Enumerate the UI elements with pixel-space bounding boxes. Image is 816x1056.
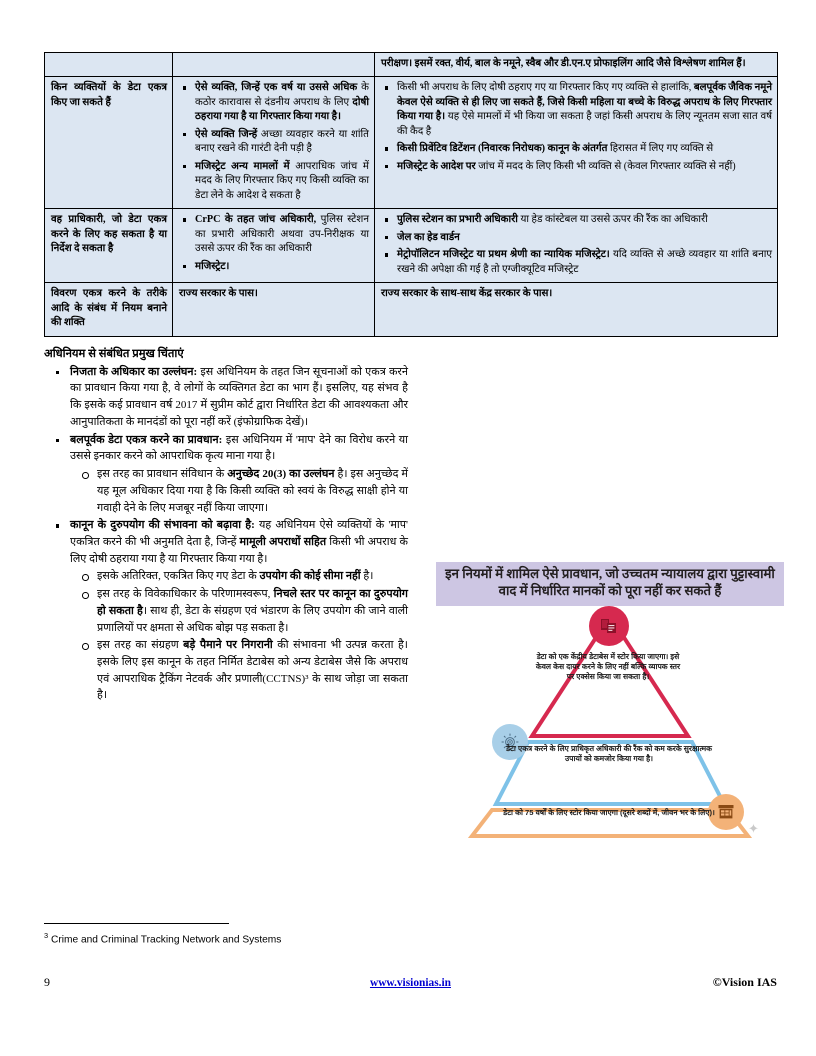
table-row <box>45 77 778 209</box>
bullet-list <box>179 213 369 274</box>
infographic-header: इन नियमों में शामिल ऐसे प्रावधान, जो उच्चतम न्यायालय द्वारा पुट्टास्वामी वाद में निर्धारित मानकों को पूरा नहीं कर सकते हैं <box>436 562 784 606</box>
page-footer <box>44 975 777 990</box>
bullet-body-text: यह अधिनियम ऐसे व्यक्तियों के 'माप' एकत्रित करने की भी अनुमति देता है, जिन्हें <box>70 519 408 548</box>
sub-text-pre: इस तरह का संग्रहण <box>97 639 184 652</box>
bullet-body-tail: किसी भी अपराध के लिए दोषी ठहराया गया है या गिरफ्तार किया गया है। <box>70 535 408 565</box>
table-cell-r1c2 <box>173 77 375 209</box>
list-item: किसी प्रिवेंटिव डिटेंशन (निवारक निरोधक) कानून के अंतर्गत हिरासत में लिए गए व्यक्ति से <box>395 142 772 156</box>
sub-text-post: है। इस अनुच्छेद में यह मूल अधिकार दिया गया है कि किसी व्यक्ति को स्वयं के विरुद्ध साक्षी होने या गवाही देने के लिए मजबूर नहीं किया जाएगा। <box>97 468 408 514</box>
list-item: ऐसे व्यक्ति, जिन्हें एक वर्ष या उससे अधिक के कठोर कारावास से दंडनीय अपराध के लिए दोषी ठहराया गया है या गिरफ्तार किया गया है। <box>193 81 369 124</box>
bullet-lead-label: निजता के अधिकार का उल्लंघन: <box>70 365 198 378</box>
sub-text-pre: इस तरह के विवेकाधिकार के परिणामस्वरूप, <box>97 588 274 601</box>
pyramid-label-top: डेटा को एक केंद्रीय डेटाबेस में स्टोर किया जाएगा। इसे केवल केस दायर करने के लिए नहीं बल्कि व्यापक स्तर पर एक्सेस किया जा सकता है। <box>535 651 681 682</box>
section-heading: अधिनियम से संबंधित प्रमुख चिंताएं <box>44 347 184 360</box>
footnote-text: Crime and Criminal Tracking Network and Systems <box>50 934 282 946</box>
footnote-marker: 3 <box>44 931 49 940</box>
sub-list <box>70 466 776 516</box>
bullet-lead-label: कानून के दुरुपयोग की संभावना को बढ़ावा है: <box>70 519 255 532</box>
table-cell-r2c2 <box>173 209 375 283</box>
bullet-body-text: इस अधिनियम में 'माप' देने का विरोध करने या उससे इनकार करने को आपराधिक कृत्य माना गया है। <box>70 433 408 463</box>
table-row <box>45 209 778 283</box>
footnote-divider <box>44 923 229 924</box>
table-row <box>45 53 778 77</box>
table-cell-r0c1 <box>45 53 173 77</box>
bullet-list <box>179 81 369 203</box>
table-cell-rulemaking-label: विवरण एकत्र करने के तरीके आदि के संबंध में नियम बनाने की शक्ति <box>45 283 173 336</box>
list-item: जेल का हेड वार्डन <box>395 231 772 245</box>
list-item: पुलिस स्टेशन का प्रभारी अधिकारी या हेड कांस्टेबल या उससे ऊपर की रैंक का अधिकारी <box>395 213 772 227</box>
website-link[interactable]: www.visionias.in <box>369 977 451 989</box>
database-document-glyph <box>599 616 619 636</box>
list-item: मजिस्ट्रेट अन्य मामलों में आपराधिक जांच में मदद के लिए गिरफ्तार किए गए किसी व्यक्ति का डेटा लेने के आदेश दे सकता है <box>193 160 369 203</box>
table-cell-r0c3: परीक्षण। इसमें रक्त, वीर्य, बाल के नमूने, स्वैब और डी.एन.ए प्रोफाइलिंग आदि जैसे विश्लेषण शामिल हैं। <box>375 53 778 77</box>
infographic <box>436 562 784 860</box>
sub-text-pre: इसके अतिरिक्त, एकत्रित किए गए डेटा के <box>97 570 260 583</box>
database-document-icon <box>589 606 629 646</box>
list-item-forced-data-collection <box>70 432 776 517</box>
list-item: मेट्रोपॉलिटन मजिस्ट्रेट या प्रथम श्रेणी का न्यायिक मजिस्ट्रेट। यदि व्यक्ति से अच्छे व्यवहार या शांति बनाए रखने की अपेक्षा की गई है तो एग्जीक्यूटिव मजिस्ट्रेट <box>395 248 772 277</box>
comparison-table <box>44 52 778 337</box>
list-item: ऐसे व्यक्ति जिन्हें अच्छा व्यवहार करने या शांति बनाए रखने की गारंटी देनी पड़ी है <box>193 128 369 157</box>
table-cell-r3c2: राज्य सरकार के पास। <box>173 283 375 336</box>
sub-text-post: की संभावना भी उत्पन्न करता है। इसके लिए इस कानून के तहत निर्मित डेटाबेस को अन्य डेटाबेस जैसे कि अपराध एवं आपराधिक ट्रैकिंग नेटवर्क और प्रणाली(CCTNS)³ के साथ जोड़ा जा सकता है। <box>97 639 408 702</box>
bullet-body-bold: मामूली अपराधों सहित <box>239 535 327 548</box>
sub-text-bold: निचले स्तर पर कानून का दुरुपयोग हो सकता है <box>97 588 408 617</box>
table-row <box>45 283 778 336</box>
list-item: किसी भी अपराध के लिए दोषी ठहराए गए या गिरफ्तार किए गए व्यक्ति से हालांकि, बलपूर्वक जैविक नमूने केवल ऐसे व्यक्ति से ही लिए जा सकते हैं, जिसे किसी महिला या बच्चे के विरुद्ध अपराध के लिए गिरफ्तार किया गया है। यह ऐसे मामलों में भी किया जा सकता है जहां किसी अपराध के लिए न्यूनतम सजा सात वर्ष की कैद है <box>395 81 772 139</box>
table-cell-r0c2 <box>173 53 375 77</box>
list-item-privacy-violation <box>70 364 776 431</box>
sub-text-bold: बड़े पैमाने पर निगरानी <box>183 639 273 652</box>
table-cell-authority-label: वह प्राधिकारी, जो डेटा एकत्र करने के लिए कह सकता है या निर्देश दे सकता है <box>45 209 173 283</box>
copyright-notice: ©Vision IAS <box>712 975 777 989</box>
page-number: 9 <box>44 975 50 989</box>
table-cell-r3c3: राज्य सरकार के साथ-साथ केंद्र सरकार के पास। <box>375 283 778 336</box>
bullet-lead-label: बलपूर्वक डेटा एकत्र करने का प्रावधान: <box>70 433 223 446</box>
sub-text-post: । साथ ही, डेटा के संग्रहण एवं भंडारण के लिए उपयोग की जाने वाली प्रणालियों पर क्षमता से अधिक बोझ पड़ सकता है। <box>97 604 408 634</box>
bullet-body-text: इस अधिनियम के तहत जिन सूचनाओं को एकत्र करने का प्रावधान किया गया है, वे लोगों के व्यक्तिगत डेटा का भाग हैं। इसलिए, यह संभव है कि इसके कई प्रावधान वर्ष 2017 में सुप्रीम कोर्ट द्वारा निर्धारित डेटा की आवश्यकता और आनुपातिकता के मानदंडों को पूरा नहीं करें (इंफोग्राफिक देखें)। <box>70 365 408 428</box>
sub-list-item <box>97 466 776 516</box>
list-item: मजिस्ट्रेट। <box>193 260 369 274</box>
pyramid-label-bottom: डेटा को 75 वर्षों के लिए स्टोर किया जाएगा (दूसरे शब्दों में, जीवन भर के लिए)। <box>503 807 715 817</box>
list-item: CrPC के तहत जांच अधिकारी, पुलिस स्टेशन का प्रभारी अधिकारी अथवा उप-निरीक्षक या उससे ऊपर की रैंक का अधिकारी <box>193 213 369 256</box>
table-cell-who-data-collected-label: किन व्यक्तियों के डेटा एकत्र किए जा सकते हैं <box>45 77 173 209</box>
bullet-list <box>381 81 772 174</box>
footnote <box>44 931 281 945</box>
decorative-star-icon: ✦ <box>748 820 759 836</box>
pyramid-diagram <box>436 608 784 840</box>
website-link-container <box>286 975 535 990</box>
table-cell-r2c3 <box>375 209 778 283</box>
list-item: मजिस्ट्रेट के आदेश पर जांच में मदद के लिए किसी भी व्यक्ति से (केवल गिरफ्तार व्यक्ति से नहीं) <box>395 160 772 174</box>
table-cell-r1c3 <box>375 77 778 209</box>
sub-text-bold: अनुच्छेद 20(3) का उल्लंघन <box>227 468 335 481</box>
sub-text-post: है। <box>360 570 374 583</box>
sub-text-bold: उपयोग की कोई सीमा नहीं <box>259 570 361 583</box>
sub-text-pre: इस तरह का प्रावधान संविधान के <box>97 468 228 481</box>
pyramid-label-middle: डेटा एकत्र करने के लिए प्राधिकृत अधिकारी की रैंक को कम करके सुरक्षात्मक उपायों को कमजोर किया गया है। <box>506 743 712 763</box>
bullet-list <box>381 213 772 277</box>
